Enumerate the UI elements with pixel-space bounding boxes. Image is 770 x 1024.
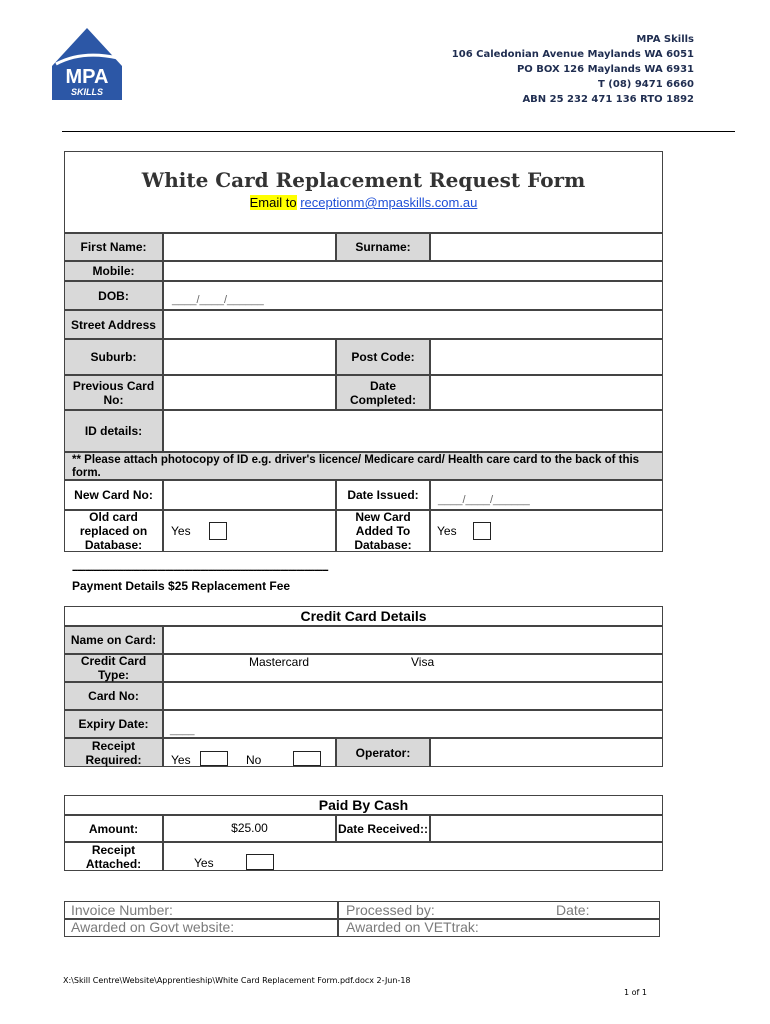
date-issued-placeholder: ____/____/______ bbox=[438, 494, 530, 506]
mobile-label: Mobile: bbox=[64, 261, 163, 281]
email-line bbox=[64, 195, 663, 210]
new-card-added-yes-checkbox[interactable] bbox=[473, 522, 491, 540]
surname-field[interactable] bbox=[430, 233, 663, 261]
logo-text: MPA bbox=[65, 66, 109, 88]
previous-card-label: Previous Card No: bbox=[64, 375, 163, 410]
expiry-date-label: Expiry Date: bbox=[64, 710, 163, 738]
form-title-box bbox=[64, 151, 663, 233]
receipt-attached-cell bbox=[163, 842, 663, 871]
address-line-2: PO BOX 126 Maylands WA 6931 bbox=[516, 64, 694, 75]
post-code-label: Post Code: bbox=[336, 339, 430, 375]
org-address-block bbox=[452, 32, 694, 107]
post-code-field[interactable] bbox=[430, 339, 663, 375]
footer-page-number: 1 of 1 bbox=[624, 988, 647, 997]
dob-placeholder: ____/____/______ bbox=[172, 294, 264, 306]
old-card-yes-checkbox[interactable] bbox=[209, 522, 227, 540]
date-completed-field[interactable] bbox=[430, 375, 663, 410]
mpa-skills-logo bbox=[52, 28, 122, 102]
amount-label: Amount: bbox=[64, 815, 163, 842]
footer-file-path: X:\Skill Centre\Website\Apprentieship\White Card Replacement Form.pdf.docx 2-Jun-18 bbox=[63, 976, 411, 985]
date-issued-label: Date Issued: bbox=[336, 480, 430, 510]
id-note-text: ** Please attach photocopy of ID e.g. driver's licence/ Medicare card/ Health care card to the back of this form. bbox=[72, 454, 640, 479]
name-on-card-field[interactable] bbox=[163, 626, 663, 654]
receipt-required-yes-label: Yes bbox=[171, 753, 191, 767]
cash-title: Paid By Cash bbox=[318, 797, 409, 813]
card-type-label: Credit Card Type: bbox=[64, 654, 163, 682]
expiry-placeholder: ____ bbox=[170, 724, 195, 736]
dash-separator: ------------------------------------------------------------------------------------------------ bbox=[72, 564, 328, 576]
operator-field[interactable] bbox=[430, 738, 663, 767]
new-card-added-cell bbox=[430, 510, 663, 552]
phone: T (08) 9471 6660 bbox=[598, 79, 694, 90]
new-card-no-label: New Card No: bbox=[64, 480, 163, 510]
street-address-label: Street Address bbox=[64, 310, 163, 339]
abn: ABN 25 232 471 136 RTO 1892 bbox=[522, 94, 694, 105]
card-no-label: Card No: bbox=[64, 682, 163, 710]
mobile-field[interactable] bbox=[163, 261, 663, 281]
header-divider bbox=[62, 131, 735, 132]
previous-card-field[interactable] bbox=[163, 375, 336, 410]
old-card-yes-label: Yes bbox=[171, 524, 191, 538]
operator-label: Operator: bbox=[336, 738, 430, 767]
name-on-card-label: Name on Card: bbox=[64, 626, 163, 654]
email-prefix: Email to bbox=[249, 195, 297, 210]
date-received-label: Date Received:: bbox=[336, 815, 430, 842]
date-label: Date: bbox=[556, 902, 590, 918]
card-no-field[interactable] bbox=[163, 682, 663, 710]
email-link[interactable]: receptionm@mpaskills.com.au bbox=[300, 195, 478, 210]
old-card-replaced-label: Old card replaced on Database: bbox=[64, 510, 163, 552]
first-name-label: First Name: bbox=[64, 233, 163, 261]
receipt-attached-yes-label: Yes bbox=[194, 856, 214, 870]
receipt-attached-label: Receipt Attached: bbox=[64, 842, 163, 871]
new-card-no-field[interactable] bbox=[163, 480, 336, 510]
org-name: MPA Skills bbox=[636, 34, 694, 45]
date-received-field[interactable] bbox=[430, 815, 663, 842]
surname-label: Surname: bbox=[336, 233, 430, 261]
receipt-required-no-checkbox[interactable] bbox=[293, 751, 321, 766]
payment-heading: Payment Details $25 Replacement Fee bbox=[72, 579, 291, 593]
suburb-label: Suburb: bbox=[64, 339, 163, 375]
expiry-date-field[interactable] bbox=[163, 710, 663, 738]
date-completed-label: Date Completed: bbox=[336, 375, 430, 410]
invoice-number-label: Invoice Number: bbox=[71, 902, 173, 918]
address-line-1: 106 Caledonian Avenue Maylands WA 6051 bbox=[451, 49, 694, 60]
id-details-field[interactable] bbox=[163, 410, 663, 452]
receipt-required-label: Receipt Required: bbox=[64, 738, 163, 767]
street-address-field[interactable] bbox=[163, 310, 663, 339]
visa-option[interactable]: Visa bbox=[411, 655, 435, 669]
suburb-field[interactable] bbox=[163, 339, 336, 375]
awarded-govt-label: Awarded on Govt website: bbox=[71, 919, 235, 935]
credit-card-title: Credit Card Details bbox=[300, 608, 427, 624]
receipt-required-no-label: No bbox=[246, 753, 262, 767]
receipt-attached-yes-checkbox[interactable] bbox=[246, 854, 274, 870]
awarded-vettrak-label: Awarded on VETtrak: bbox=[346, 919, 479, 935]
id-details-label: ID details: bbox=[64, 410, 163, 452]
dob-label: DOB: bbox=[64, 281, 163, 310]
first-name-field[interactable] bbox=[163, 233, 336, 261]
new-card-added-label: New Card Added To Database: bbox=[336, 510, 430, 552]
amount-value: $25.00 bbox=[231, 821, 268, 835]
mastercard-option[interactable]: Mastercard bbox=[249, 655, 310, 669]
processed-by-label: Processed by: bbox=[346, 902, 435, 918]
receipt-required-yes-checkbox[interactable] bbox=[200, 751, 228, 766]
form-title: White Card Replacement Request Form bbox=[141, 168, 586, 192]
logo-subtext: SKILLS bbox=[70, 87, 103, 97]
new-card-added-yes-label: Yes bbox=[437, 524, 457, 538]
